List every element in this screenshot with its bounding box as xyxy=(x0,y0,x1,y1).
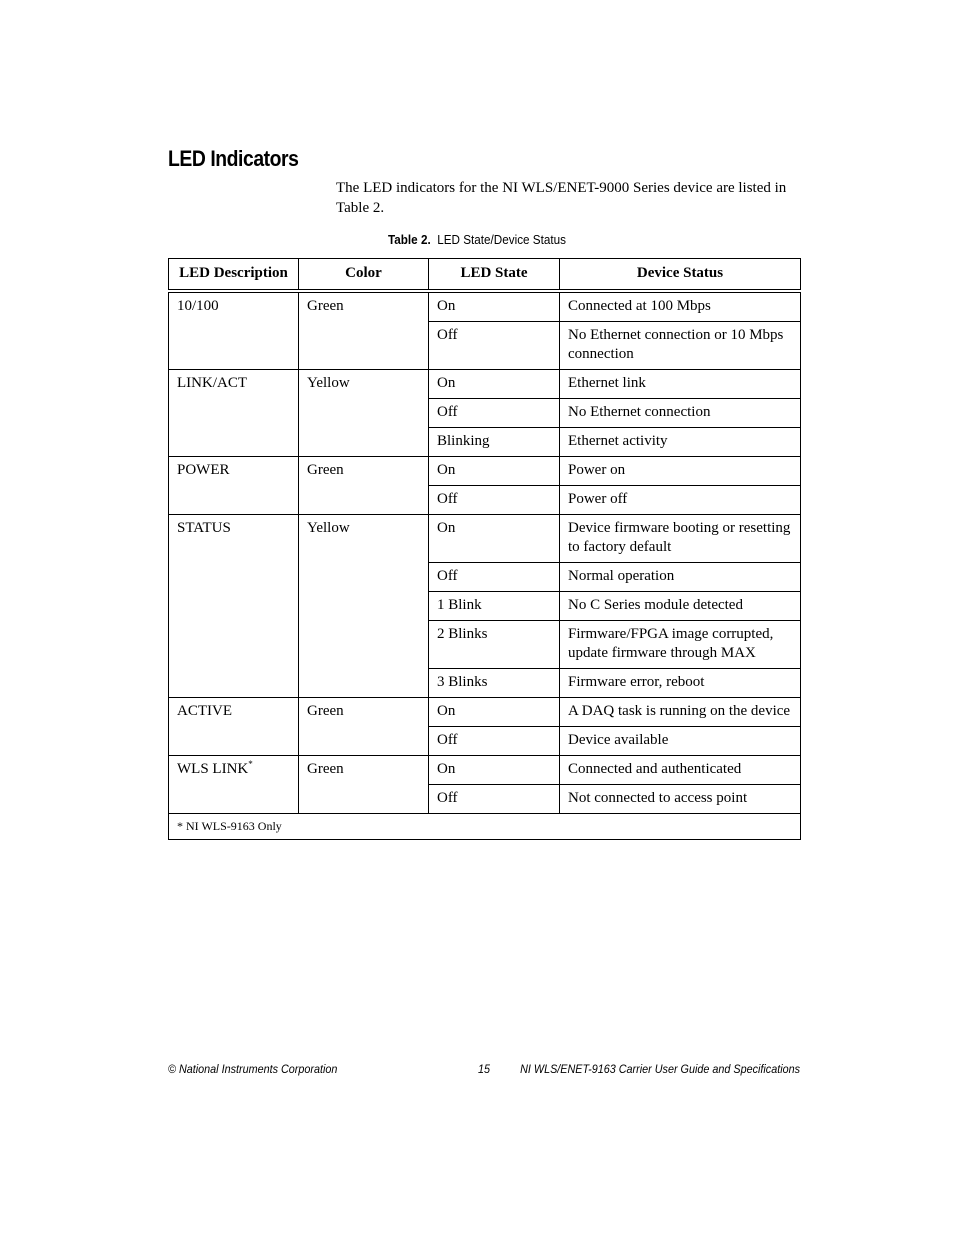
led-name-cell xyxy=(169,756,299,814)
led-name-cell: LINK/ACT xyxy=(169,370,299,457)
led-state-cell: On xyxy=(429,756,560,785)
device-status-cell: A DAQ task is running on the device xyxy=(560,698,801,727)
header-color: Color xyxy=(299,259,429,292)
led-name-text: WLS LINK xyxy=(177,761,249,777)
device-status-cell: Not connected to access point xyxy=(560,785,801,814)
device-status-cell: No Ethernet connection xyxy=(560,399,801,428)
led-state-cell: Off xyxy=(429,785,560,814)
device-status-cell: Connected at 100 Mbps xyxy=(560,291,801,322)
device-status-cell: Firmware/FPGA image corrupted, update firmware through MAX xyxy=(560,621,801,669)
led-state-cell: On xyxy=(429,291,560,322)
led-state-cell: 1 Blink xyxy=(429,592,560,621)
led-color-cell: Yellow xyxy=(299,370,429,457)
led-color-cell: Green xyxy=(299,756,429,814)
led-state-cell: Off xyxy=(429,399,560,428)
device-status-cell: Power off xyxy=(560,486,801,515)
device-status-cell: Device firmware booting or resetting to factory default xyxy=(560,515,801,563)
led-status-table xyxy=(168,258,801,840)
table-row xyxy=(169,515,801,563)
intro-paragraph: The LED indicators for the NI WLS/ENET-9000 Series device are listed in Table 2. xyxy=(336,180,787,216)
led-name-cell: ACTIVE xyxy=(169,698,299,756)
header-device-status: Device Status xyxy=(560,259,801,292)
led-name-cell: POWER xyxy=(169,457,299,515)
table-footnote: * NI WLS-9163 Only xyxy=(169,814,801,840)
device-status-cell: Normal operation xyxy=(560,563,801,592)
led-state-cell: Off xyxy=(429,486,560,515)
led-state-cell: Off xyxy=(429,322,560,370)
led-color-cell: Green xyxy=(299,457,429,515)
header-led-state: LED State xyxy=(429,259,560,292)
led-color-cell: Green xyxy=(299,698,429,756)
device-status-cell: No C Series module detected xyxy=(560,592,801,621)
device-status-cell: Ethernet link xyxy=(560,370,801,399)
table-row xyxy=(169,370,801,399)
device-status-cell: Power on xyxy=(560,457,801,486)
led-state-cell: 2 Blinks xyxy=(429,621,560,669)
table-row xyxy=(169,698,801,727)
table-row xyxy=(169,457,801,486)
led-state-cell: On xyxy=(429,515,560,563)
table-caption-label: Table 2. xyxy=(387,232,431,247)
led-state-cell: Off xyxy=(429,727,560,756)
led-state-cell: On xyxy=(429,370,560,399)
table-row xyxy=(169,291,801,322)
table-caption-title: LED State/Device Status xyxy=(437,232,566,247)
footer-copyright: © National Instruments Corporation xyxy=(168,1062,338,1076)
led-name-cell: 10/100 xyxy=(169,291,299,370)
led-color-cell: Yellow xyxy=(299,515,429,698)
device-status-cell: Device available xyxy=(560,727,801,756)
device-status-cell: Firmware error, reboot xyxy=(560,669,801,698)
section-heading: LED Indicators xyxy=(168,146,299,171)
table-footnote-row xyxy=(169,814,801,840)
footer-document-title: NI WLS/ENET-9163 Carrier User Guide and Specifications xyxy=(520,1062,800,1076)
led-state-cell: On xyxy=(429,457,560,486)
device-status-cell: Connected and authenticated xyxy=(560,756,801,785)
led-name-cell: STATUS xyxy=(169,515,299,698)
footnote-mark: * xyxy=(248,759,253,769)
device-status-cell: No Ethernet connection or 10 Mbps connection xyxy=(560,322,801,370)
led-state-cell: Off xyxy=(429,563,560,592)
led-state-cell: 3 Blinks xyxy=(429,669,560,698)
device-status-cell: Ethernet activity xyxy=(560,428,801,457)
table-header-row xyxy=(169,259,801,292)
led-color-cell: Green xyxy=(299,291,429,370)
header-led-description: LED Description xyxy=(169,259,299,292)
table-caption xyxy=(48,232,907,247)
led-state-cell: On xyxy=(429,698,560,727)
led-state-cell: Blinking xyxy=(429,428,560,457)
footer-page-number: 15 xyxy=(478,1062,491,1076)
table-row xyxy=(169,756,801,785)
